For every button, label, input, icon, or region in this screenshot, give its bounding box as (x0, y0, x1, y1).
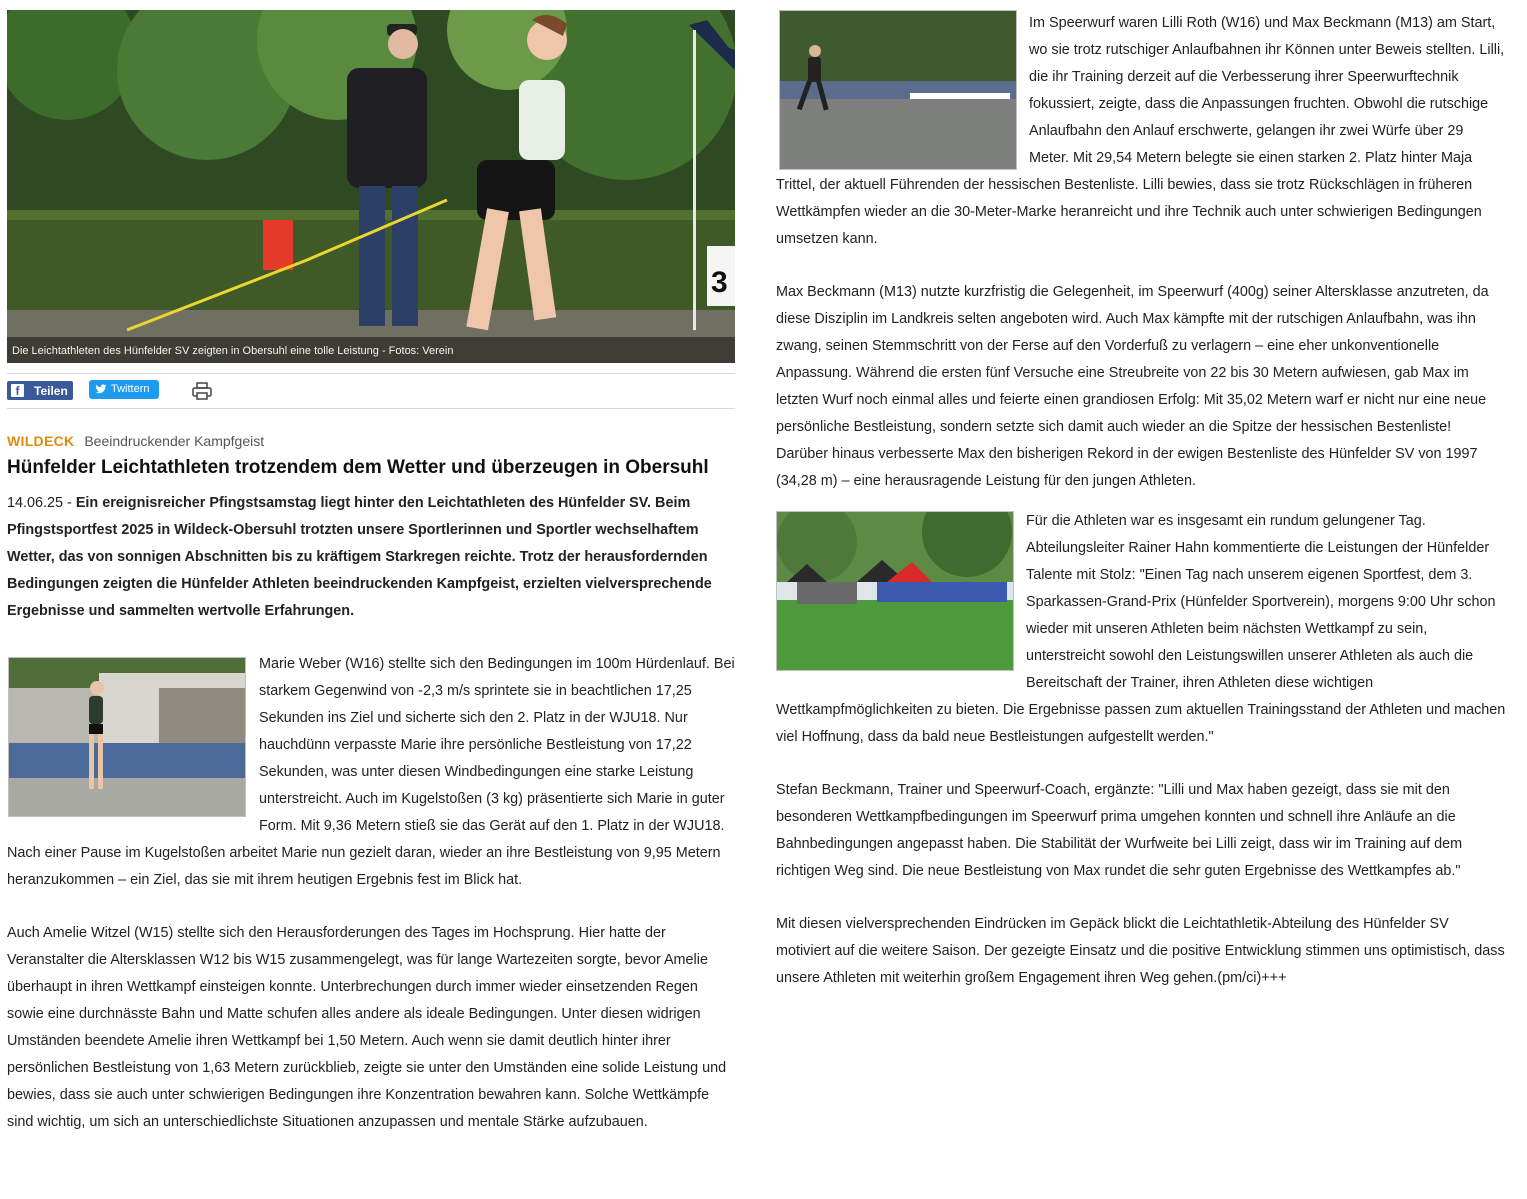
photo-sportfest-field[interactable] (776, 511, 1014, 671)
paragraph-stefan: Stefan Beckmann, Trainer und Speerwurf-Coach, ergänzte: "Lilli und Max haben gezeigt, dass sie mit den besonderen Wettkampfbedingungen im Speerwurf prima umgehen konnten und schnell ihre Anläufe an die Bahnbedingungen angepasst haben. Die Stabilität der Wurfweite bei Lilli zeigt, dass wir im Training auf dem richtigen Weg sind. Die neue Bestleistung von Max rundet die sehr guten Ergebnisse des Wettkampfes ab." (776, 782, 1463, 879)
paragraph-amelie: Auch Amelie Witzel (W15) stellte sich den Herausforderungen des Tages im Hochsprung. Hier hatte der Veranstalter die Altersklassen W12 bis W15 zusammengelegt, was für lange Wartezeiten sorgte, bevor Amelie überhaupt in ihren Wettkampf einsteigen konnte. Unterbrechungen durch immer wieder einsetzenden Regen sowie eine durchnässte Bahn und Matte schufen alles andere als ideale Bedingungen. Unter diesen widrigen Umständen beendete Amelie ihren Wettkampf bei 1,50 Metern. Auch wenn sie damit deutlich hinter ihrer persönlichen Bestleistung von 1,63 Metern zurückblieb, zeigte sie unter den Umständen eine solide Leistung und bewies, dass sie auch unter schwierigen Bedingungen ihre Konzentration bewahren kann. Solche Wettkämpfe sind wichtig, um sich an unterschiedlichste Situationen anzupassen und mentale Stärke aufzubauen. (7, 925, 727, 1130)
hero-image (7, 10, 735, 363)
hero-sign-number: 3 (711, 266, 728, 299)
article-lead (7, 490, 735, 625)
facebook-icon: f (11, 384, 24, 397)
photo-javelin-runway[interactable] (779, 10, 1017, 170)
twitter-share-label: Twittern (111, 383, 150, 395)
twitter-bird-icon (95, 383, 107, 395)
print-icon[interactable] (192, 382, 212, 400)
facebook-share-label: Teilen (34, 384, 68, 398)
paragraph-lilli: Im Speerwurf waren Lilli Roth (W16) und Max Beckmann (M13) am Start, wo sie trotz rutschiger Anlaufbahnen ihr Können unter Beweis stellten. Lilli, die ihr Training derzeit auf die Verbesserung ihrer Speerwurftechnik fokussiert, zeigte, dass die Anpassungen fruchten. Obwohl die rutschige Anlaufbahn den Anlauf erschwerte, gelangen ihr zwei Würfe über 29 Meter. Mit 29,54 Metern belegte sie einen starken 2. Platz hinter Maja Trittel, der aktuell Führenden der hessischen Bestenliste. Lilli bewies, dass sie trotz Rückschlägen in früheren Wettkämpfen wieder an die 30-Meter-Marke heranreicht und ihre Technik auch unter schwierigen Bedingungen umsetzen kann. (776, 15, 1505, 247)
article-kicker (7, 432, 735, 450)
paragraph-closing: Mit diesen vielversprechenden Eindrücken im Gepäck blickt die Leichtathletik-Abteilung des Hünfelder SV motiviert auf die weitere Saison. Der gezeigte Einsatz und die positive Entwicklung stimmen uns optimistisch, dass unsere Athleten mit weiterhin großem Engagement ihren Weg gehen.(pm/ci)+++ (776, 916, 1505, 986)
paragraph-max: Max Beckmann (M13) nutzte kurzfristig die Gelegenheit, im Speerwurf (400g) seiner Altersklasse anzutreten, da diese Disziplin im Landkreis selten angeboten wird. Auch Max kämpfte mit der rutschigen Anlaufbahn, was ihn zwang, seinen Stemmschritt von der Ferse auf den Vorderfuß zu verlagern – eine eher unkonventionelle Anpassung. Während die ersten fünf Versuche eine Streubreite von 22 bis 30 Metern aufwiesen, gab Max im letzten Wurf noch einmal alles und feierte einen grandiosen Erfolg: Mit 35,02 Metern warf er nicht nur eine neue persönliche Bestleistung, sondern setzte sich damit auch wieder an die Spitze der hessischen Bestenliste! Darüber hinaus verbesserte Max den bisherigen Rekord in der ewigen Bestenliste des Hünfelder SV von 1997 (34,28 m) – eine herausragende Leistung für den jungen Athleten. (776, 284, 1489, 489)
article-location: WILDECK (7, 433, 75, 449)
photo-javelin-runway-image (780, 11, 1016, 169)
photo-marie-weber[interactable] (8, 657, 246, 817)
photo-sportfest-field-image (777, 512, 1013, 670)
paragraph-marie: Marie Weber (W16) stellte sich den Bedingungen im 100m Hürdenlauf. Bei starkem Gegenwind von -2,3 m/s sprintete sie in beachtlichen 17,25 Sekunden ins Ziel und sicherte sich den 2. Platz in der WJU18. Nur hauchdünn verpasste Marie ihre persönliche Bestleistung von 17,22 Sekunden, was unter diesen Windbedingungen eine starke Leistung unterstreicht. Auch im Kugelstoßen (3 kg) präsentierte sich Marie in guter Form. Mit 9,36 Metern stieß sie das Gerät auf den 1. Platz in der WJU18. Nach einer Pause im Kugelstoßen arbeitet Marie nun gezielt daran, wieder an ihre Bestleistung von 9,95 Metern heranzukommen – ein Ziel, das sie mit ihrem heutigen Ergebnis fest im Blick hat. (7, 656, 735, 888)
photo-marie-weber-image (9, 658, 245, 816)
paragraph-hahn: Für die Athleten war es insgesamt ein rundum gelungener Tag. Abteilungsleiter Rainer Hahn kommentierte die Leistungen der Hünfelder Talente mit Stolz: "Einen Tag nach unserem eigenen Sportfest, dem 3. Sparkassen-Grand-Prix (Hünfelder Sportverein), morgens 9:00 Uhr schon wieder mit unseren Athleten beim nächsten Wettkampf zu sein, unterstreicht sowohl den Leistungswillen unserer Athleten als auch die Bereitschaft der Trainer, ihren Athleten diese wichtigen Wettkampfmöglichkeiten zu bieten. Die Ergebnisse passen zum aktuellen Trainingsstand der Athleten und machen viel Hoffnung, dass da bald neue Bestleistungen aufgestellt werden." (776, 513, 1506, 745)
facebook-share-button[interactable] (7, 381, 73, 400)
article-lead-text: Ein ereignisreicher Pfingstsamstag liegt hinter den Leichtathleten des Hünfelder SV. Beim Pfingstsportfest 2025 in Wildeck-Obersuhl trotzten unsere Sportlerinnen und Sportler wechselhaftem Wetter, das von sonnigen Abschnitten bis zu kräftigem Starkregen reichte. Trotz der herausfordernden Bedingungen zeigten die Hünfelder Athleten beeindruckenden Kampfgeist, erzielten vielversprechende Ergebnisse und sammelten wertvolle Erfahrungen. (7, 495, 712, 619)
left-column (7, 10, 735, 1136)
twitter-share-button[interactable] (89, 380, 159, 399)
right-column (776, 10, 1506, 992)
hero-caption: Die Leichtathleten des Hünfelder SV zeigten in Obersuhl eine tolle Leistung - Fotos: Verein (7, 337, 735, 363)
article-subtitle: Beeindruckender Kampfgeist (84, 433, 265, 449)
hero-photo[interactable] (7, 10, 735, 363)
share-bar (7, 373, 735, 409)
article-date: 14.06.25 - (7, 495, 76, 511)
article-headline: Hünfelder Leichtathleten trotzendem dem Wetter und überzeugen in Obersuhl (7, 457, 709, 478)
